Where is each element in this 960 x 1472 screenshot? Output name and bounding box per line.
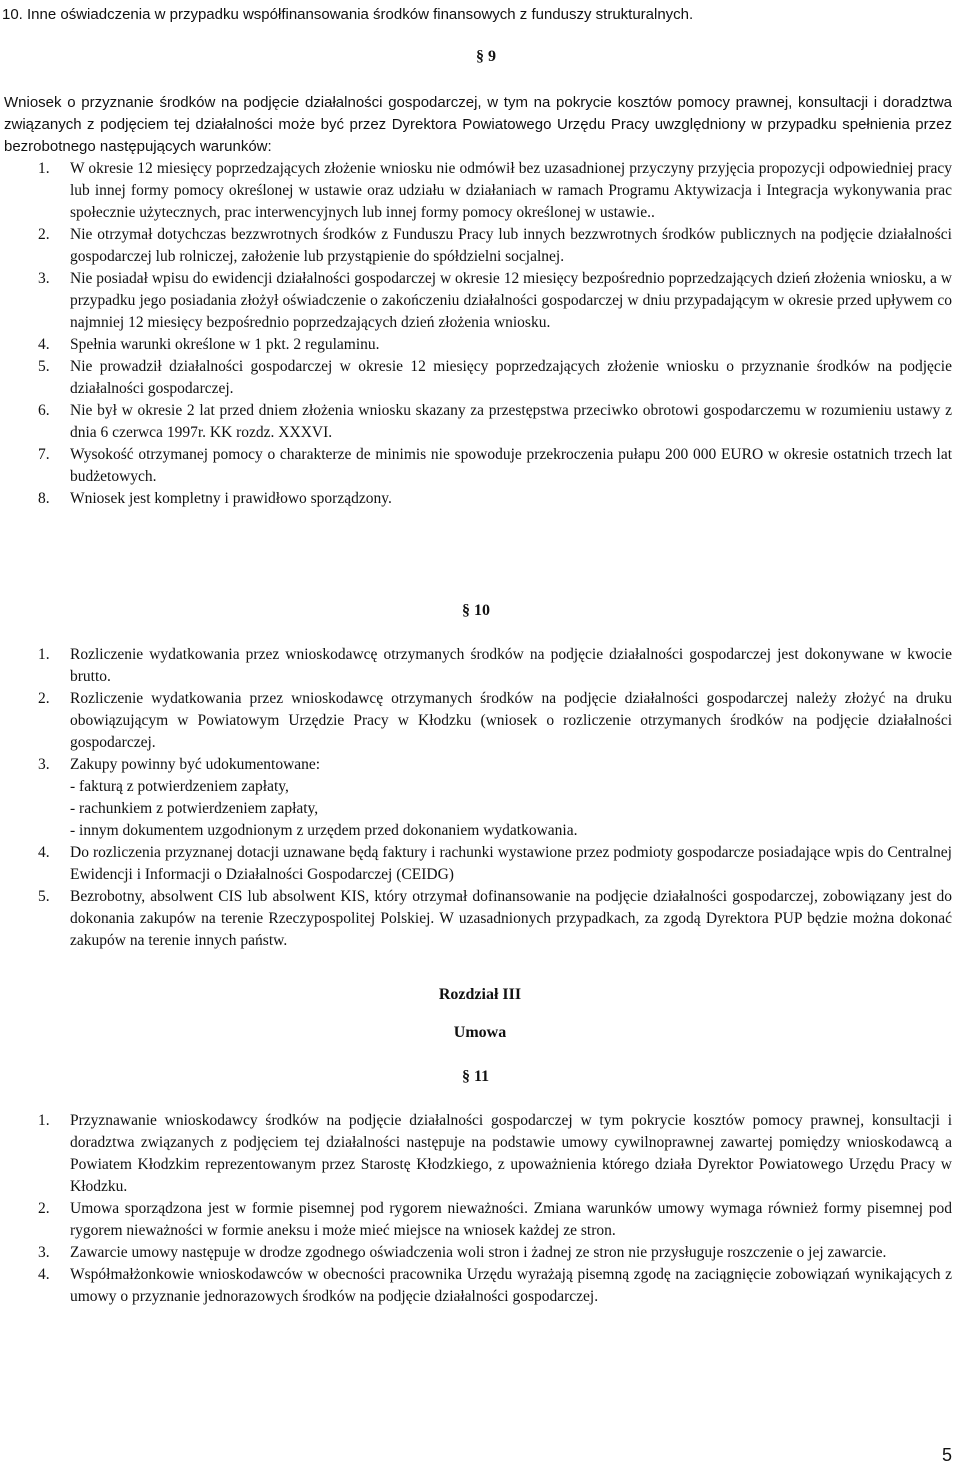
list-item (4, 1110, 952, 1198)
item-number: 4. (38, 336, 50, 353)
page-number: 5 (941, 1445, 952, 1465)
item-number: 7. (38, 446, 50, 463)
list-item (4, 842, 952, 886)
item-text: Rozliczenie wydatkowania przez wnioskodawcę otrzymanych środków na podjęcie działalności gospodarczej jest dokonywane w kwocie brutto. (70, 646, 952, 685)
list-item (4, 1264, 952, 1308)
item-number: 4. (38, 844, 50, 861)
item-number: 2. (38, 226, 50, 243)
list-item (4, 1198, 952, 1242)
item-text: Rozliczenie wydatkowania przez wnioskodawcę otrzymanych środków na podjęcie działalności gospodarczej należy złożyć na druku obowiązującym w Powiatowym Urzędzie Pracy w Kłodzku (wniosek o rozliczenie otrzymanych środków na podjęcie działalności gospodarczej. (70, 690, 952, 751)
item-number: 3. (38, 270, 50, 287)
item-number: 1. (38, 160, 50, 177)
item-number: 4. (38, 1266, 50, 1283)
item-number: 2. (38, 690, 50, 707)
chapter-title: Rozdział III (438, 986, 522, 1003)
item-text: W okresie 12 miesięcy poprzedzających złożenie wniosku nie odmówił bez uzasadnionej przyczyny przyjęcia propozycji odpowiedniej pracy lub innej formy pomocy określonej w ustawie oraz udziału w działaniach w ramach Programu Aktywizacja i Integracja wykonywania prac społecznie użytecznych, prac interwencyjnych lub innej formy pomocy określonej w ustawie.. (70, 160, 952, 221)
item-text: Przyznawanie wnioskodawcy środków na podjęcie działalności gospodarczej w tym pokrycie kosztów pomocy prawnej, konsultacji i doradztwa związanych z podjęciem tej działalności następuje na podstawie umowy cywilnoprawnej zawartej pomiędzy wnioskodawcą a Powiatem Kłodzkim reprezentowanym przez Starostę Kłodzkiego, z upoważnienia którego działa Dyrektor Powiatowego Urzędu Pracy w Kłodzku. (70, 1112, 952, 1195)
item-text: Zawarcie umowy następuje w drodze zgodnego oświadczenia woli stron i żadnej ze stron nie przysługuje roszczenie o jej zawarcie. (70, 1244, 887, 1261)
section-11-list (4, 1110, 952, 1308)
list-item (4, 754, 952, 842)
sub-item: - rachunkiem z potwierdzeniem zapłaty, (70, 800, 319, 817)
item-number: 8. (38, 490, 50, 507)
list-item (4, 334, 952, 356)
item-text: Spełnia warunki określone w 1 pkt. 2 regulaminu. (70, 336, 380, 353)
sub-item: - innym dokumentem uzgodnionym z urzędem przed dokonaniem wydatkowania. (70, 822, 578, 839)
item-number: 1. (38, 646, 50, 663)
item-text: Współmałżonkowie wnioskodawców w obecności pracownika Urzędu wyrażają pisemną zgodę na zaciągnięcie zobowiązań wynikających z umowy o przyznanie jednorazowych środków na podjęcie działalności gospodarczej. (70, 1266, 952, 1305)
section-11-title: § 11 (462, 1068, 490, 1085)
item-number: 6. (38, 402, 50, 419)
item-text: Wysokość otrzymanej pomocy o charakterze de minimis nie spowoduje przekroczenia pułapu 200 000 EURO w okresie ostatnich trzech lat budżetowych. (70, 446, 952, 485)
item-text: Nie posiadał wpisu do ewidencji działalności gospodarczej w okresie 12 miesięcy bezpośrednio poprzedzających dzień złożenia wniosku, a w przypadku jego posiadania złożył oświadczenie o zakończeniu działalności gospodarczej w dniu przypadającym w okresie przed upływem co najmniej 12 miesięcy bezpośrednio poprzedzających dzień złożenia wniosku. (70, 270, 952, 331)
item-number: 3. (38, 756, 50, 773)
list-item (4, 224, 952, 268)
list-item (4, 400, 952, 444)
list-item (4, 688, 952, 754)
item-text: Bezrobotny, absolwent CIS lub absolwent KIS, który otrzymał dofinansowanie na podjęcie działalności gospodarczej, zobowiązany jest do dokonania zakupów na terenie Rzeczypospolitej Polskiej. W uzasadnionych przypadkach, za zgodą Dyrektora PUP będzie można dokonać zakupów na terenie innych państw. (70, 888, 952, 949)
section-9-title: § 9 (476, 48, 496, 65)
item-text: Zakupy powinny być udokumentowane: (70, 756, 321, 773)
heading-line: 10. Inne oświadczenia w przypadku współfinansowania środków finansowych z funduszy strukturalnych. (2, 6, 694, 23)
item-text: Nie otrzymał dotychczas bezzwrotnych środków z Funduszu Pracy lub innych bezzwrotnych środków publicznych na podjęcie działalności gospodarczej lub rolniczej, założenie lub przystąpienie do spółdzielni socjalnej. (70, 226, 952, 265)
list-item (4, 886, 952, 952)
section-10-title: § 10 (462, 602, 490, 619)
list-item (4, 158, 952, 224)
list-item (4, 356, 952, 400)
list-item (4, 644, 952, 688)
item-number: 1. (38, 1112, 50, 1129)
section-9-list (4, 158, 952, 510)
list-item (4, 268, 952, 334)
item-number: 5. (38, 358, 50, 375)
list-item (4, 488, 952, 510)
item-number: 2. (38, 1200, 50, 1217)
chapter-subtitle: Umowa (453, 1024, 507, 1041)
section-10-list (4, 644, 952, 952)
intro-text: Wniosek o przyznanie środków na podjęcie działalności gospodarczej, w tym na pokrycie kosztów pomocy prawnej, konsultacji i doradztwa związanych z podjęciem tej działalności może być przez Dyrektora Powiatowego Urzędu Pracy uwzględniony w przypadku spełnienia przez bezrobotnego następujących warunków: (4, 94, 952, 155)
item-text: Nie był w okresie 2 lat przed dniem złożenia wniosku skazany za przestępstwa przeciwko obrotowi gospodarczemu w rozumieniu ustawy z dnia 6 czerwca 1997r. KK rozdz. XXXVI. (70, 402, 952, 441)
item-text: Umowa sporządzona jest w formie pisemnej pod rygorem nieważności. Zmiana warunków umowy wymaga również formy pisemnej pod rygorem nieważności w formie aneksu i może mieć miejsce na wniosek każdej ze stron. (70, 1200, 952, 1239)
item-number: 3. (38, 1244, 50, 1261)
item-text: Do rozliczenia przyznanej dotacji uznawane będą faktury i rachunki wystawione przez podmioty gospodarcze posiadające wpis do Centralnej Ewidencji i Informacji o Działalności Gospodarczej (CEIDG) (70, 844, 952, 883)
sub-item: - fakturą z potwierdzeniem zapłaty, (70, 778, 289, 795)
list-item (4, 444, 952, 488)
item-text: Nie prowadził działalności gospodarczej w okresie 12 miesięcy poprzedzających złożenie wniosku o przyznanie środków na podjęcie działalności gospodarczej. (70, 358, 952, 397)
section-9-intro (4, 92, 952, 158)
item-number: 5. (38, 888, 50, 905)
list-item (4, 1242, 952, 1264)
item-text: Wniosek jest kompletny i prawidłowo sporządzony. (70, 490, 392, 507)
